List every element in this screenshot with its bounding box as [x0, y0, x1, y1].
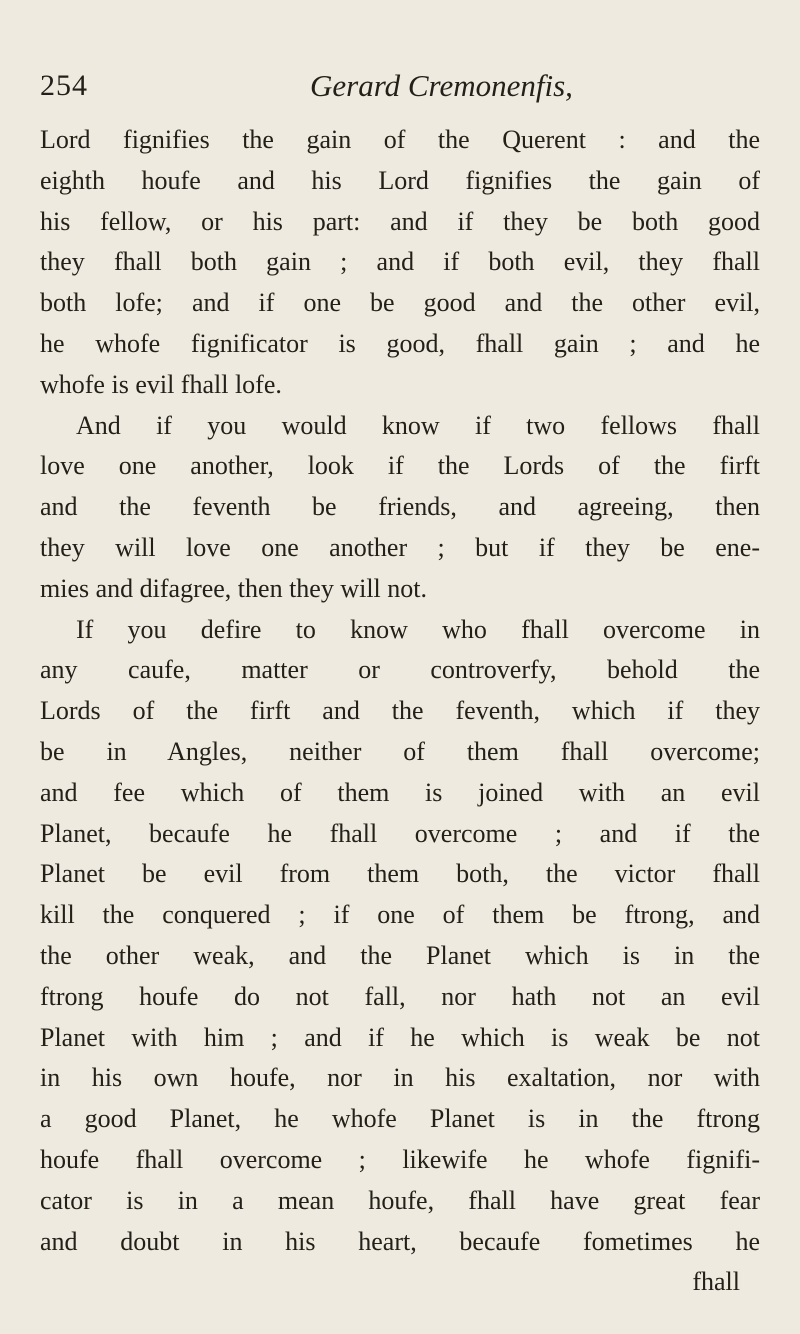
text-line: they fhall both gain ; and if both evil, they fhall — [40, 247, 760, 277]
text-line: eighth houfe and his Lord fignifies the gain of — [40, 165, 760, 195]
paragraph-start-line: And if you would know if two fellows fhall — [76, 410, 760, 440]
running-title: Gerard Cremonenfis, — [310, 68, 573, 103]
catchword: fhall — [692, 1267, 740, 1297]
text-line: Planet, becaufe he fhall overcome ; and if the — [40, 818, 760, 848]
text-line: and doubt in his heart, becaufe fometimes he — [40, 1226, 760, 1256]
text-line: and fee which of them is joined with an evil — [40, 777, 760, 807]
text-line: the other weak, and the Planet which is in the — [40, 940, 760, 970]
text-line: both lofe; and if one be good and the other evil, — [40, 288, 760, 318]
text-line: ftrong houfe do not fall, nor hath not an evil — [40, 981, 760, 1011]
text-line: be in Angles, neither of them fhall overcome; — [40, 736, 760, 766]
text-line: any caufe, matter or controverfy, behold the — [40, 655, 760, 685]
text-line: love one another, look if the Lords of the firft — [40, 451, 760, 481]
text-line: he whofe fignificator is good, fhall gain ; and he — [40, 328, 760, 358]
text-line: and the feventh be friends, and agreeing, then — [40, 492, 760, 522]
text-line: Lords of the firft and the feventh, which if they — [40, 696, 760, 726]
paragraph-start-line: If you defire to know who fhall overcome in — [76, 614, 760, 644]
text-line: Lord fignifies the gain of the Querent : and the — [40, 125, 760, 154]
text-line: his fellow, or his part: and if they be both good — [40, 206, 760, 236]
text-line: in his own houfe, nor in his exaltation, nor with — [40, 1063, 760, 1093]
page-number: 254 — [40, 69, 88, 102]
body-text — [40, 120, 760, 1303]
text-line: a good Planet, he whofe Planet is in the ftrong — [40, 1104, 760, 1134]
text-line: houfe fhall overcome ; likewife he whofe fignifi- — [40, 1144, 760, 1174]
text-line: kill the conquered ; if one of them be ftrong, and — [40, 900, 760, 930]
text-line: Planet be evil from them both, the victor fhall — [40, 859, 760, 889]
text-line: Planet with him ; and if he which is weak be not — [40, 1022, 760, 1052]
text-line: mies and difagree, then they will not. — [40, 573, 428, 603]
text-line: they will love one another ; but if they be ene- — [40, 532, 760, 562]
text-line: cator is in a mean houfe, fhall have great fear — [40, 1185, 760, 1215]
text-line: whofe is evil fhall lofe. — [40, 369, 282, 399]
page-header — [40, 66, 740, 106]
